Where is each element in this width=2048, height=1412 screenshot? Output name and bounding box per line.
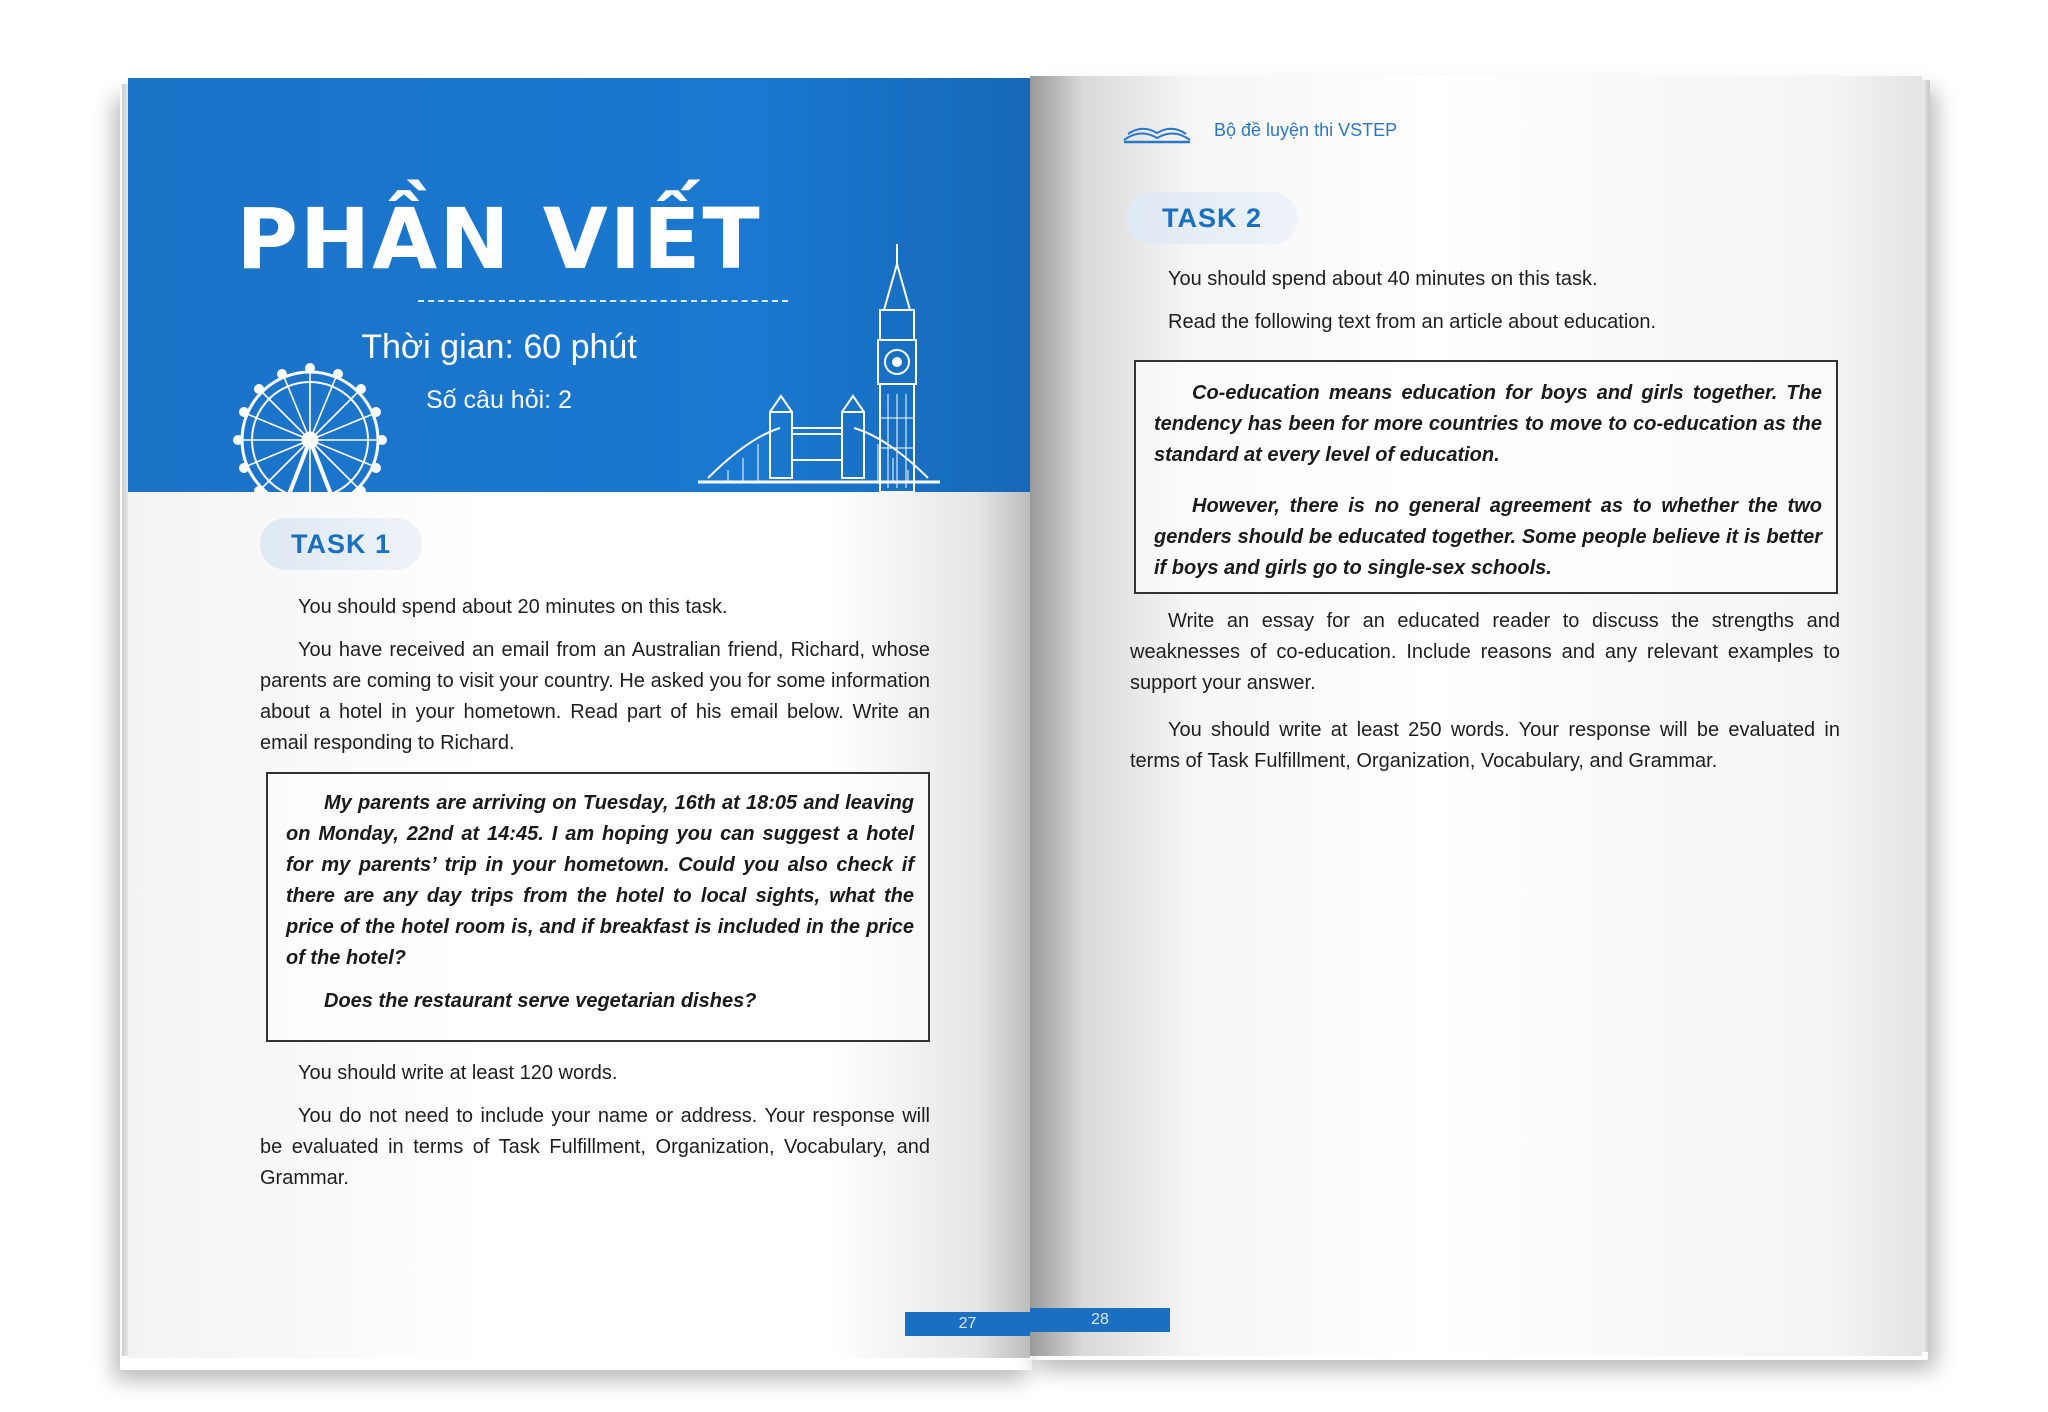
left-page (128, 78, 1030, 1358)
email-excerpt-paragraph: Does the restaurant serve vegetarian dishes? (324, 990, 757, 1012)
task-2-time-instruction: You should spend about 40 minutes on this task. (1168, 268, 1598, 290)
task-1-email-excerpt (266, 772, 930, 1042)
big-ben-icon (878, 244, 916, 492)
page-number-right: 28 (1030, 1308, 1170, 1332)
email-excerpt-paragraph: My parents are arriving on Tuesday, 16th at 18:05 and leaving on Monday, 22nd at 14:45. I am hoping you can suggest a hotel for my parents’ trip in your hometown. Could you also check if there are any day trips from the hotel to local sights, what the price of the hotel room is, and if breakfast is included in the price of the hotel? (286, 792, 914, 969)
section-banner (128, 78, 1030, 492)
task-2-reading-instruction: Read the following text from an article about education. (1168, 311, 1657, 333)
book-series-header: Bộ đề luyện thi VSTEP (1214, 120, 1398, 140)
open-book-icon (1122, 120, 1192, 146)
right-page (1030, 76, 1922, 1356)
task-1-requirements (260, 1058, 930, 1194)
task-1-prompt: You have received an email from an Australian friend, Richard, whose parents are coming to visit your country. He asked you for some information about a hotel in your hometown. Read part of his email below. Write an email responding to Richard. (260, 639, 930, 754)
task-2-instructions (1130, 264, 1840, 338)
title-divider (418, 300, 788, 302)
task-1-instructions (260, 592, 930, 759)
task-1-time-instruction: You should spend about 20 minutes on this task. (298, 596, 728, 618)
time-limit: Thời gian: 60 phút (361, 328, 637, 366)
question-count: Số câu hỏi: 2 (426, 386, 572, 414)
task-1-word-count: You should write at least 120 words. (298, 1062, 618, 1084)
article-excerpt-paragraph: However, there is no general agreement as to whether the two genders should be educated together. Some people believe it is better if boys and girls go to single-sex schools. (1154, 495, 1822, 579)
task-2-evaluation-note: You should write at least 250 words. Your response will be evaluated in terms of Task Fulfillment, Organization, Vocabulary, and Grammar. (1130, 719, 1840, 772)
ferris-wheel-icon (233, 363, 387, 492)
task-2-article-excerpt (1134, 360, 1838, 594)
task-2-label: TASK 2 (1126, 192, 1298, 244)
page-number-left: 27 (905, 1312, 1030, 1336)
task-2-requirements (1130, 606, 1840, 777)
task-1-label: TASK 1 (260, 518, 422, 570)
section-title: PHẦN VIẾT (236, 190, 762, 288)
task-2-essay-prompt: Write an essay for an educated reader to discuss the strengths and weaknesses of co-education. Include reasons and any relevant examples to support your answer. (1130, 610, 1840, 694)
article-excerpt-paragraph: Co-education means education for boys and girls together. The tendency has been for more countries to move to co-education as the standard at every level of education. (1154, 382, 1822, 466)
task-1-evaluation-note: You do not need to include your name or address. Your response will be evaluated in terms of Task Fulfillment, Organization, Vocabulary, and Grammar. (260, 1105, 930, 1189)
